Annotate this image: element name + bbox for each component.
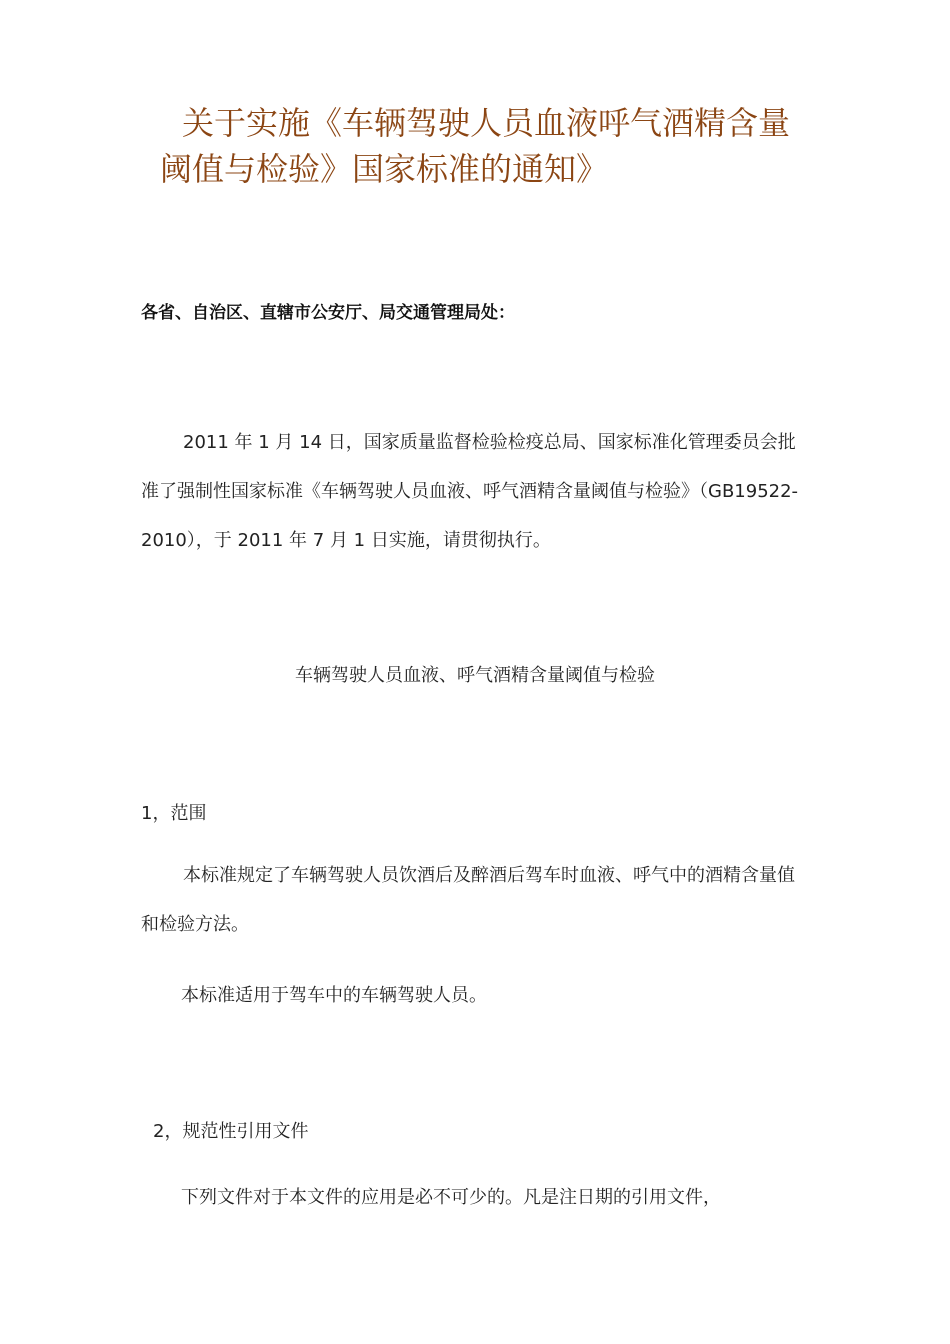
section-1-paragraph-2: 本标准适用于驾车中的车辆驾驶人员。 — [181, 985, 487, 1006]
document-title: 关于实施《车辆驾驶人员血液呼气酒精含量阈值与检验》国家标准的通知》 — [160, 104, 791, 188]
intro-paragraph: 2011 年 1 月 14 日，国家质量监督检验检疫总局、国家标准化管理委员会批准了强制性国家标准《车辆驾驶人员血液、呼气酒精含量阈值与检验》（GB19522-2010），于 2011 年 7 月 1 日实施，请贯彻执行。 — [141, 432, 799, 551]
section-1-paragraph-1: 本标准规定了车辆驾驶人员饮酒后及醉酒后驾车时血液、呼气中的酒精含量值和检验方法。 — [141, 865, 795, 935]
section-2-heading: 2，规范性引用文件 — [153, 1121, 309, 1142]
salutation: 各省、自治区、直辖市公安厅、局交通管理局处： — [141, 303, 515, 323]
standard-title: 车辆驾驶人员血液、呼气酒精含量阈值与检验 — [295, 665, 655, 686]
section-1-heading: 1，范围 — [141, 803, 207, 824]
section-2-paragraph-1: 下列文件对于本文件的应用是必不可少的。凡是注日期的引用文件， — [181, 1187, 721, 1208]
